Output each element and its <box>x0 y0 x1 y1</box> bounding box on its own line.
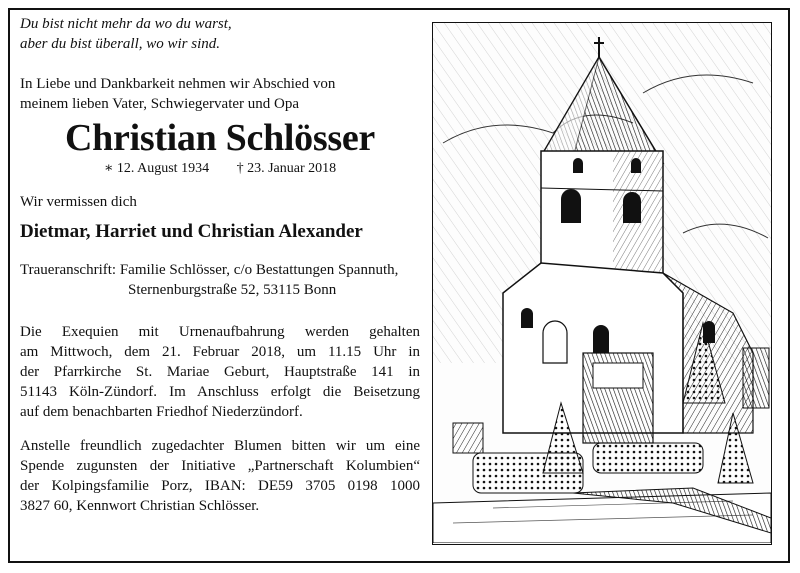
service-details <box>20 322 420 422</box>
service-line: Die Exequien mit Urnenaufbahrung werden gehalten <box>20 324 420 340</box>
memorial-quote <box>20 14 420 54</box>
service-line: am Mittwoch, dem 21. Februar 2018, um 11.15 Uhr in <box>20 344 420 360</box>
mourning-address <box>20 260 420 300</box>
tower-window <box>623 192 641 223</box>
text-column <box>20 14 420 516</box>
donation-request <box>20 436 420 516</box>
service-line: der Pfarrkirche St. Mariae Geburt, Hauptstraße 141 in <box>20 364 420 380</box>
donation-line: Spende zugunsten der Initiative „Partnerschaft Kolumbien“ <box>20 458 420 474</box>
tower-window <box>561 189 581 223</box>
address-line: Sternenburgstraße 52, 53115 Bonn <box>128 282 337 298</box>
church-illustration <box>432 22 772 545</box>
service-line: auf dem benachbarten Friedhof Niederzündorf. <box>20 404 303 420</box>
grave-stone <box>743 348 769 408</box>
hedge <box>473 453 583 493</box>
birth-date: ∗ 12. August 1934 <box>103 161 210 176</box>
hedge <box>593 443 703 473</box>
intro-line: In Liebe und Dankbarkeit nehmen wir Abschied von <box>20 76 336 92</box>
family-names: Dietmar, Harriet und Christian Alexander <box>20 221 363 242</box>
church-drawing <box>433 23 771 543</box>
death-date: † 23. Januar 2018 <box>236 161 337 176</box>
donation-line: der Kolpingsfamilie Porz, IBAN: DE59 3705 0198 1000 <box>20 478 420 494</box>
service-line: 51143 Köln-Zündorf. Im Anschluss erfolgt die Beisetzung <box>20 384 420 400</box>
quote-line: aber du bist überall, wo wir sind. <box>20 36 221 52</box>
intro-line: meinem lieben Vater, Schwiegervater und Opa <box>20 96 300 112</box>
donation-line: 3827 60, Kennwort Christian Schlösser. <box>20 498 260 514</box>
arched-window <box>543 321 567 363</box>
donation-line: Anstelle freundlich zugedachter Blumen bitten wir um eine <box>20 438 420 454</box>
nave-window <box>593 325 609 353</box>
intro-text <box>20 74 420 114</box>
address-line: Traueranschrift: Familie Schlösser, c/o Bestattungen Spannuth, <box>20 262 399 278</box>
quote-line: Du bist nicht mehr da wo du warst, <box>20 16 232 32</box>
life-dates <box>20 160 420 178</box>
miss-text: Wir vermissen dich <box>20 194 137 210</box>
deceased-name: Christian Schlösser <box>65 117 375 159</box>
